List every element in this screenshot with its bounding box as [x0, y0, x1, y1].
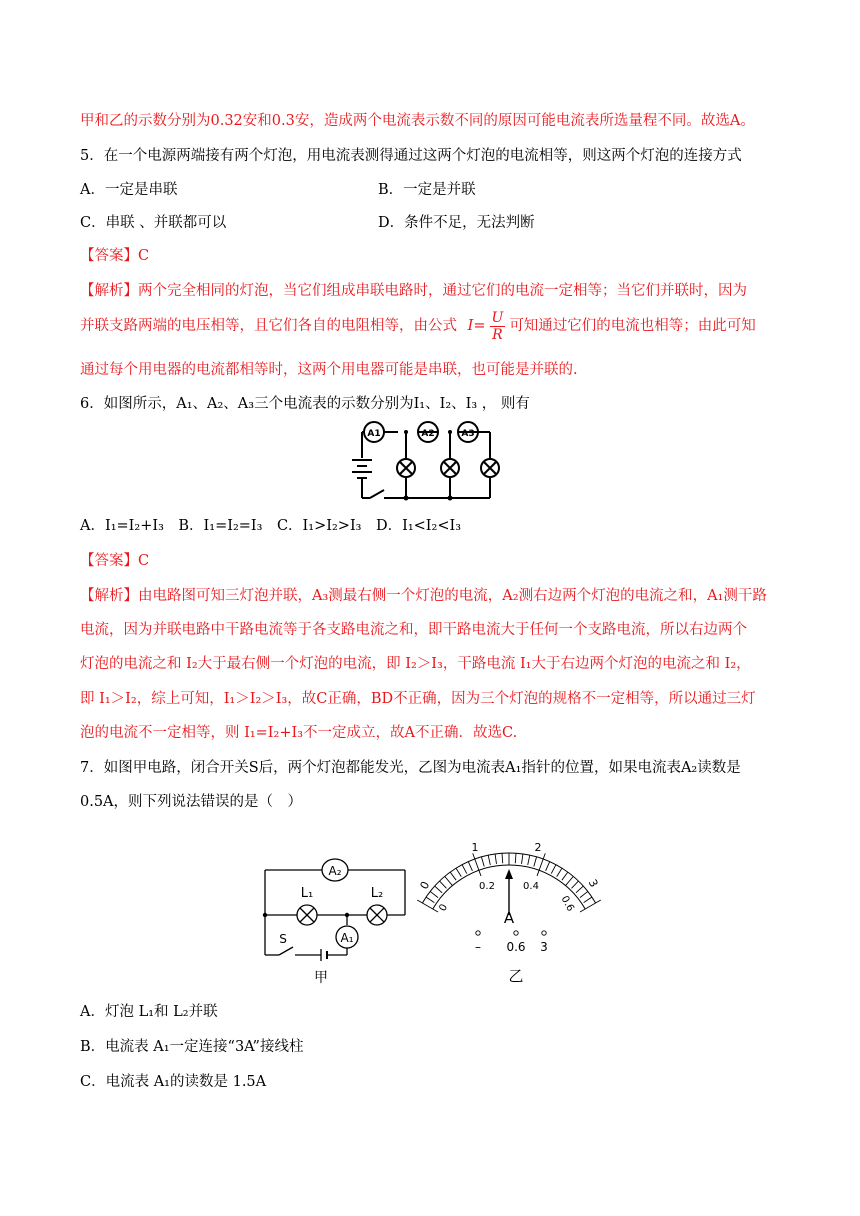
- figure-yi-caption: 乙: [508, 967, 524, 985]
- figure-jia-caption: 甲: [314, 970, 328, 985]
- q5-analysis-line-3: 通过每个用电器的电流都相等时，这两个用电器可能是串联，也可能是并联的.: [80, 362, 578, 378]
- q5-option-d: D．条件不足，无法判断: [378, 215, 535, 231]
- q5-option-c: C．串联 、并联都可以: [80, 215, 227, 231]
- dial-tick: [426, 897, 434, 903]
- dial-tick: [495, 854, 496, 864]
- ammeter-a2-label: A2: [421, 429, 435, 439]
- q6-answer-value: C: [138, 553, 150, 569]
- inner-scale-02: 0.2: [479, 881, 495, 892]
- dial-tick: [435, 886, 442, 893]
- q7-option-c: C．电流表 A₁的读数是 1.5A: [80, 1074, 267, 1090]
- dial-tick: [456, 868, 461, 876]
- dial-tick: [515, 853, 516, 863]
- formula-denominator: R: [492, 326, 503, 343]
- terminal-3-icon: [542, 931, 546, 935]
- q7-figure-jia: [255, 845, 415, 985]
- q7-option-a: A．灯泡 L₁和 L₂并联: [80, 1004, 218, 1020]
- q6-analysis-line-5: 泡的电流不一定相等，则 I₁=I₂+I₃不一定成立，故A不正确．故选C.: [80, 725, 518, 741]
- q6-analysis-text-1: 由电路图可知三灯泡并联，A₃测最右侧一个灯泡的电流，A₂测右边两个灯泡的电流之和，A₁测干路: [138, 588, 767, 604]
- inner-scale-06: 0.6: [558, 894, 576, 914]
- l2-label: L₂: [370, 886, 384, 901]
- dial-tick: [534, 857, 537, 867]
- q6-answer: [80, 551, 149, 571]
- dial-tick: [557, 868, 562, 876]
- dial-tick: [580, 891, 588, 897]
- dial-tick: [551, 865, 556, 874]
- ammeter-a1-label: A1: [367, 429, 381, 439]
- dial-tick: [440, 881, 447, 888]
- q7-option-b: B．电流表 A₁一定连接“3A”接线柱: [80, 1039, 304, 1055]
- q5-answer-tag: 【答案】: [80, 248, 138, 264]
- q5-option-b: B．一定是并联: [378, 182, 476, 198]
- q5-analysis-line-1: [80, 281, 747, 301]
- dial-tick: [576, 886, 583, 893]
- q5-answer-value: C: [138, 248, 150, 264]
- dial-tick: [566, 876, 574, 885]
- outer-scale-2: 2: [534, 841, 542, 854]
- q5-analysis-text-1: 两个完全相同的灯泡，当它们组成串联电路时，通过它们的电流一定相等；当它们并联时，因为: [138, 283, 747, 299]
- q5-stem: 5．在一个电源两端接有两个灯泡，用电流表测得通过这两个灯泡的电流相等，则这两个灯泡的连接方式: [80, 148, 742, 164]
- terminal-06-label: 0.6: [506, 940, 526, 954]
- q6-circuit-diagram: [340, 420, 510, 505]
- a1-label: A₁: [340, 931, 354, 945]
- unit-label: A: [503, 909, 515, 927]
- dial-tick: [430, 891, 438, 897]
- q7-stem-line-2: 0.5A，则下列说法错误的是（ ）: [80, 794, 303, 810]
- q6-stem: 6．如图所示，A₁、A₂、A₃三个电流表的示数分别为I₁、I₂、I₃ ， 则有: [80, 396, 530, 412]
- q6-analysis-line-1: [80, 586, 767, 606]
- terminal-3-label: 3: [540, 940, 548, 954]
- q7-stem-line-1: 7．如图甲电路，闭合开关S后，两个灯泡都能发光，乙图为电流表A₁指针的位置，如果电流表A₂读数是: [80, 760, 741, 776]
- switch-label: S: [279, 932, 287, 946]
- l1-label: L₁: [300, 886, 314, 901]
- q6-analysis-line-2: 电流，因为并联电路中干路电流等于各支路电流之和，即干路电流大于任何一个支路电流，所以右边两个: [80, 622, 747, 638]
- dial-tick: [450, 872, 456, 880]
- terminal-minus-icon: [476, 931, 480, 935]
- q5-analysis-text-2a: 并联支路两端的电压相等，且它们各自的电阻相等，由公式: [80, 318, 457, 334]
- q6-analysis-tag: 【解析】: [80, 588, 138, 604]
- dial-tick: [488, 855, 490, 865]
- outer-scale-3: 3: [585, 877, 601, 890]
- q4-explanation-tail: 甲和乙的示数分别为0.32安和0.3安，造成两个电流表示数不同的原因可能电流表所选量程不同。故选A。: [80, 113, 755, 129]
- q5-analysis-line-2: [80, 306, 756, 346]
- q5-option-a: A．一定是串联: [80, 182, 178, 198]
- dial-tick: [528, 855, 530, 865]
- inner-scale-04: 0.4: [523, 881, 539, 892]
- formula-fraction: [490, 310, 506, 343]
- dial-tick: [462, 865, 467, 874]
- q6-analysis-line-4: 即 I₁＞I₂，综上可知，I₁＞I₂＞I₃，故C正确，BD不正确，因为三个灯泡的规格不一定相等，所以通过三灯: [80, 691, 756, 707]
- a2-label: A₂: [328, 864, 342, 878]
- inner-scale-0: 0: [437, 902, 451, 914]
- dial-tick: [481, 857, 484, 867]
- dial-tick: [562, 872, 568, 880]
- dial-tick: [502, 853, 503, 863]
- formula-numerator: U: [491, 309, 504, 326]
- q6-analysis-line-3: 灯泡的电流之和 I₂大于最右侧一个灯泡的电流，即 I₂＞I₃，干路电流 I₁大于右边两个灯泡的电流之和 I₂，: [80, 656, 751, 672]
- dial-tick: [468, 862, 472, 871]
- q5-analysis-text-2b: 可知通过它们的电流也相等；由此可知: [509, 318, 756, 334]
- outer-scale-1: 1: [471, 841, 479, 854]
- q6-options: A．I₁=I₂+I₃ B．I₁=I₂=I₃ C．I₁>I₂>I₃ D．I₁<I₂<I₃: [80, 518, 462, 534]
- q7-figure-yi-ammeter-dial: [412, 835, 602, 985]
- dial-tick: [522, 854, 523, 864]
- q5-analysis-tag: 【解析】: [80, 283, 138, 299]
- ammeter-a3-label: A3: [461, 429, 475, 439]
- dial-tick: [572, 881, 579, 888]
- dial-tick: [546, 862, 550, 871]
- dial-tick: [445, 876, 453, 885]
- terminal-06-icon: [514, 931, 518, 935]
- terminal-minus-label: –: [475, 940, 481, 954]
- formula-i: I=: [467, 318, 486, 334]
- dial-tick: [584, 897, 592, 903]
- outer-scale-0: 0: [417, 879, 433, 892]
- q5-answer: [80, 246, 149, 266]
- q6-answer-tag: 【答案】: [80, 553, 138, 569]
